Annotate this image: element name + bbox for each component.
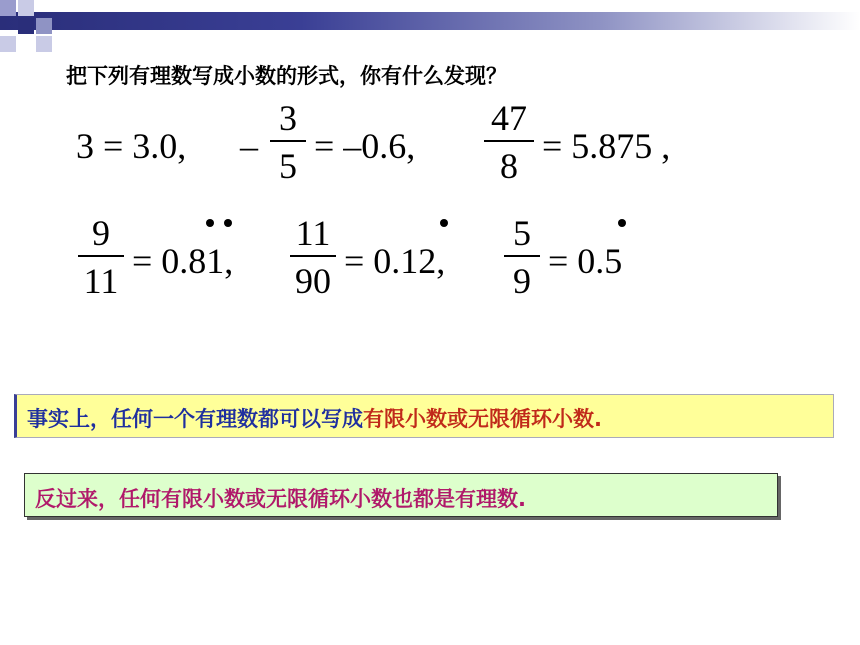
denominator: 9 (513, 261, 531, 301)
decor-square (18, 0, 34, 16)
decor-square (0, 0, 16, 16)
statement-box-2 (24, 473, 778, 517)
fraction-bar (504, 255, 540, 257)
statement-box-1 (14, 394, 834, 438)
denominator: 5 (279, 146, 297, 186)
repeat-dot (224, 219, 232, 227)
fraction-bar (78, 255, 124, 257)
decor-square (18, 18, 34, 34)
equation-rhs: = 0.12, (344, 241, 446, 281)
fraction-bar (290, 255, 336, 257)
decor-square (36, 36, 52, 52)
denominator: 8 (500, 146, 518, 186)
fraction-bar (484, 140, 534, 142)
equation-rhs: = 0.81, (132, 241, 234, 281)
fraction-5-9 (504, 215, 540, 299)
numerator: 9 (92, 213, 110, 253)
repeat-dot (440, 219, 448, 227)
statement-1-part-1: 事实上，任何一个有理数都可以写成 (27, 407, 363, 431)
decor-square (0, 36, 16, 52)
repeat-dot (618, 219, 626, 227)
repeat-dot (206, 219, 214, 227)
prompt-text: 把下列有理数写成小数的形式，你有什么发现？ (66, 64, 507, 88)
equation-3: 3 = 3.0, (76, 126, 187, 166)
numerator: 5 (513, 213, 531, 253)
fraction-9-11 (78, 215, 124, 299)
statement-2-text: 反过来，任何有限小数或无限循环小数也都是有理数. (35, 487, 526, 511)
numerator: 3 (279, 98, 297, 138)
decor-square (36, 18, 52, 34)
statement-1-text (27, 403, 602, 433)
equation-rhs: = 5.875 , (542, 126, 671, 166)
equation-rhs: = 0.5 (548, 241, 623, 281)
fraction-47-8 (484, 100, 534, 184)
numerator: 47 (491, 98, 527, 138)
fraction-3-5 (270, 100, 306, 184)
numerator: 11 (295, 213, 331, 253)
header-band (0, 12, 860, 30)
denominator: 11 (83, 261, 119, 301)
equation-rhs: = –0.6, (314, 126, 416, 166)
denominator: 90 (295, 261, 331, 301)
fraction-bar (270, 140, 306, 142)
minus-sign: – (240, 126, 258, 166)
fraction-11-90 (290, 215, 336, 299)
statement-1-part-2: 有限小数或无限循环小数. (363, 407, 602, 431)
